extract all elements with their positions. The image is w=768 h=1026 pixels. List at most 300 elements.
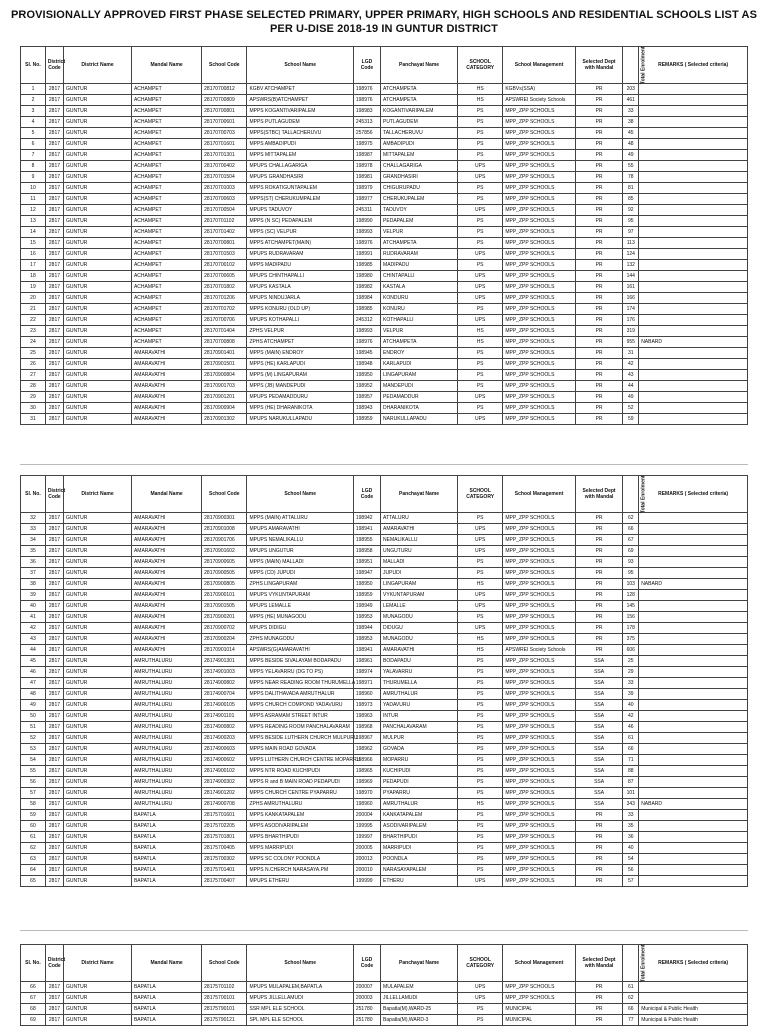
cell-school-code: 28174901003 (202, 667, 247, 678)
column-header-panchayat-name: Panchayat Name (381, 476, 458, 513)
cell-school-code: 28174900802 (202, 678, 247, 689)
cell-selected-dept: PR (575, 876, 623, 887)
cell-district-code: 2817 (45, 128, 63, 139)
cell-district-name: GUNTUR (64, 645, 132, 656)
cell-school-management: MPP_ZPP SCHOOLS (503, 513, 575, 524)
cell-district-code: 2817 (45, 326, 63, 337)
cell-school-category: HS (458, 337, 503, 348)
table-row (21, 755, 748, 766)
cell-district-name: GUNTUR (64, 513, 132, 524)
cell-school-name: MPPS BESIDE LUTHERN CHURCH MULPURU (247, 733, 353, 744)
header-row (21, 47, 748, 84)
cell-school-category: HS (458, 799, 503, 810)
cell-sl-no: 59 (21, 810, 46, 821)
cell-district-code: 2817 (45, 161, 63, 172)
cell-selected-dept: PR (575, 821, 623, 832)
cell-lgd-code: 198942 (353, 513, 380, 524)
cell-panchayat-name: ATCHAMPETA (381, 238, 458, 249)
cell-total-enrolment: 87 (623, 777, 639, 788)
cell-total-enrolment: 92 (623, 205, 639, 216)
table-row (21, 95, 748, 106)
cell-district-code: 2817 (45, 601, 63, 612)
cell-selected-dept: PR (575, 139, 623, 150)
cell-remarks (639, 982, 748, 993)
cell-school-category: PS (458, 183, 503, 194)
cell-school-category: PS (458, 854, 503, 865)
cell-panchayat-name: INTUR (381, 711, 458, 722)
cell-panchayat-name: KONDURU (381, 293, 458, 304)
table-row (21, 194, 748, 205)
cell-sl-no: 23 (21, 326, 46, 337)
cell-school-category: UPS (458, 623, 503, 634)
cell-total-enrolment: 44 (623, 381, 639, 392)
cell-district-code: 2817 (45, 282, 63, 293)
cell-sl-no: 65 (21, 876, 46, 887)
cell-panchayat-name: GOVADA (381, 744, 458, 755)
table-row (21, 876, 748, 887)
cell-sl-no: 3 (21, 106, 46, 117)
cell-sl-no: 15 (21, 238, 46, 249)
cell-district-name: GUNTUR (64, 821, 132, 832)
cell-district-name: GUNTUR (64, 865, 132, 876)
column-header-district-code: District Code (45, 476, 63, 513)
cell-remarks (639, 993, 748, 1004)
cell-selected-dept: PR (575, 854, 623, 865)
cell-lgd-code: 198967 (353, 733, 380, 744)
cell-school-name: MPPS NTR ROAD KUCHIPUDI (247, 766, 353, 777)
cell-school-code: 28170701301 (202, 150, 247, 161)
cell-mandal-name: BAPATLA (131, 1015, 201, 1026)
cell-school-code: 28174900802 (202, 722, 247, 733)
cell-district-name: GUNTUR (64, 1015, 132, 1026)
cell-mandal-name: AMRUTHALURU (131, 722, 201, 733)
cell-school-category: PS (458, 348, 503, 359)
cell-district-name: GUNTUR (64, 993, 132, 1004)
cell-district-code: 2817 (45, 876, 63, 887)
cell-district-name: GUNTUR (64, 150, 132, 161)
cell-district-name: GUNTUR (64, 370, 132, 381)
cell-district-code: 2817 (45, 766, 63, 777)
cell-selected-dept: PR (575, 601, 623, 612)
cell-school-name: SSR MPL ELE SCHOOL (247, 1004, 353, 1015)
cell-lgd-code: 198976 (353, 337, 380, 348)
cell-mandal-name: ACHAMPET (131, 172, 201, 183)
table-row (21, 403, 748, 414)
cell-mandal-name: AMARAVATHI (131, 612, 201, 623)
cell-total-enrolment: 132 (623, 260, 639, 271)
cell-lgd-code: 200003 (353, 993, 380, 1004)
cell-remarks (639, 216, 748, 227)
cell-remarks (639, 601, 748, 612)
cell-panchayat-name: PYAPARRU (381, 788, 458, 799)
cell-district-name: GUNTUR (64, 315, 132, 326)
cell-remarks (639, 843, 748, 854)
cell-remarks (639, 524, 748, 535)
cell-district-name: GUNTUR (64, 590, 132, 601)
cell-mandal-name: BAPATLA (131, 854, 201, 865)
cell-district-name: GUNTUR (64, 348, 132, 359)
cell-school-category: PS (458, 755, 503, 766)
cell-school-management: MPP_ZPP SCHOOLS (503, 623, 575, 634)
cell-district-code: 2817 (45, 513, 63, 524)
cell-panchayat-name: PANCHALAVARAM (381, 722, 458, 733)
cell-school-code: 28170701503 (202, 249, 247, 260)
cell-total-enrolment: 67 (623, 535, 639, 546)
cell-district-name: GUNTUR (64, 777, 132, 788)
cell-panchayat-name: ETHERU (381, 876, 458, 887)
cell-sl-no: 39 (21, 590, 46, 601)
cell-school-category: UPS (458, 293, 503, 304)
cell-lgd-code: 245312 (353, 315, 380, 326)
cell-school-management: MPP_ZPP SCHOOLS (503, 722, 575, 733)
cell-district-name: GUNTUR (64, 216, 132, 227)
cell-sl-no: 33 (21, 524, 46, 535)
cell-school-management: MPP_ZPP SCHOOLS (503, 117, 575, 128)
cell-school-management: MPP_ZPP SCHOOLS (503, 161, 575, 172)
cell-lgd-code: 198953 (353, 634, 380, 645)
cell-total-enrolment: 319 (623, 326, 639, 337)
cell-mandal-name: BAPATLA (131, 876, 201, 887)
cell-mandal-name: BAPATLA (131, 993, 201, 1004)
cell-school-code: 28170701702 (202, 304, 247, 315)
cell-remarks (639, 293, 748, 304)
table-row (21, 161, 748, 172)
cell-school-name: ZPHS AMRUTHALURU (247, 799, 353, 810)
cell-panchayat-name: DIDUGU (381, 623, 458, 634)
cell-district-code: 2817 (45, 722, 63, 733)
cell-sl-no: 63 (21, 854, 46, 865)
cell-selected-dept: PR (575, 370, 623, 381)
cell-selected-dept: PR (575, 546, 623, 557)
cell-school-category: UPS (458, 392, 503, 403)
cell-remarks (639, 689, 748, 700)
cell-sl-no: 7 (21, 150, 46, 161)
cell-total-enrolment: 78 (623, 172, 639, 183)
cell-mandal-name: AMARAVATHI (131, 513, 201, 524)
cell-selected-dept: PR (575, 1004, 623, 1015)
cell-sl-no: 67 (21, 993, 46, 1004)
cell-school-name: MPPS MADIPADU (247, 260, 353, 271)
cell-district-name: GUNTUR (64, 282, 132, 293)
cell-school-name: MPPS ROKATIGUNTAPALEM (247, 183, 353, 194)
cell-district-code: 2817 (45, 150, 63, 161)
cell-selected-dept: PR (575, 249, 623, 260)
cell-panchayat-name: AMRUTHALUR (381, 799, 458, 810)
table-row (21, 601, 748, 612)
table-row (21, 260, 748, 271)
cell-sl-no: 55 (21, 766, 46, 777)
cell-panchayat-name: VYKUNTAPURAM (381, 590, 458, 601)
cell-panchayat-name: MULPUR (381, 733, 458, 744)
cell-district-name: GUNTUR (64, 1004, 132, 1015)
cell-district-name: GUNTUR (64, 293, 132, 304)
cell-selected-dept: SSA (575, 755, 623, 766)
cell-district-code: 2817 (45, 799, 63, 810)
cell-school-name: MPPS (M) LINGAPURAM (247, 370, 353, 381)
cell-school-category: PS (458, 1004, 503, 1015)
cell-mandal-name: AMRUTHALURU (131, 744, 201, 755)
table-row (21, 238, 748, 249)
column-header-school-category: SCHOOL CATEGORY (458, 945, 503, 982)
cell-mandal-name: AMARAVATHI (131, 557, 201, 568)
cell-mandal-name: ACHAMPET (131, 128, 201, 139)
cell-school-code: 28175790101 (202, 1004, 247, 1015)
cell-total-enrolment: 85 (623, 194, 639, 205)
cell-lgd-code: 198966 (353, 755, 380, 766)
cell-panchayat-name: KUCHIPUDI (381, 766, 458, 777)
cell-mandal-name: AMRUTHALURU (131, 700, 201, 711)
cell-school-name: MPPS ASRAMAM STREET INTUR (247, 711, 353, 722)
cell-lgd-code: 198990 (353, 216, 380, 227)
cell-school-name: SPL MPL ELE SCHOOL (247, 1015, 353, 1026)
cell-school-name: MPUPS NEMALIKALLU (247, 535, 353, 546)
cell-total-enrolment: 57 (623, 876, 639, 887)
cell-sl-no: 58 (21, 799, 46, 810)
column-header-lgd-code: LGD Code (353, 476, 380, 513)
cell-school-category: PS (458, 227, 503, 238)
cell-selected-dept: PR (575, 161, 623, 172)
cell-district-name: GUNTUR (64, 260, 132, 271)
cell-remarks: NABARD (639, 799, 748, 810)
cell-school-name: MPPS MAIN ROAD GOVADA (247, 744, 353, 755)
cell-school-category: UPS (458, 249, 503, 260)
cell-selected-dept: SSA (575, 733, 623, 744)
cell-school-code: 28174900102 (202, 766, 247, 777)
cell-mandal-name: ACHAMPET (131, 161, 201, 172)
cell-sl-no: 35 (21, 546, 46, 557)
cell-district-name: GUNTUR (64, 403, 132, 414)
cell-school-category: PS (458, 403, 503, 414)
cell-sl-no: 68 (21, 1004, 46, 1015)
cell-district-name: GUNTUR (64, 117, 132, 128)
cell-total-enrolment: 54 (623, 854, 639, 865)
cell-school-name: MPPS PUTLAGUDEM (247, 117, 353, 128)
cell-panchayat-name: LINGAPURAM (381, 579, 458, 590)
column-header-sl-no: Sl. No. (21, 476, 46, 513)
table-row (21, 106, 748, 117)
cell-mandal-name: AMRUTHALURU (131, 777, 201, 788)
cell-remarks (639, 128, 748, 139)
cell-lgd-code: 198950 (353, 579, 380, 590)
cell-selected-dept: PR (575, 128, 623, 139)
cell-district-code: 2817 (45, 370, 63, 381)
cell-sl-no: 61 (21, 832, 46, 843)
table-row (21, 689, 748, 700)
cell-district-name: GUNTUR (64, 414, 132, 425)
cell-school-category: PS (458, 359, 503, 370)
cell-lgd-code: 198961 (353, 656, 380, 667)
cell-mandal-name: AMARAVATHI (131, 568, 201, 579)
cell-selected-dept: PR (575, 282, 623, 293)
cell-district-code: 2817 (45, 414, 63, 425)
cell-school-category: PS (458, 744, 503, 755)
cell-school-name: MPUPS LEMALLE (247, 601, 353, 612)
cell-school-code: 28174900602 (202, 755, 247, 766)
cell-school-category: PS (458, 117, 503, 128)
cell-selected-dept: SSA (575, 667, 623, 678)
cell-district-name: GUNTUR (64, 194, 132, 205)
cell-school-name: MPPS (JB) MANDEPUDI (247, 381, 353, 392)
cell-selected-dept: PR (575, 535, 623, 546)
table-row (21, 117, 748, 128)
cell-school-code: 28170901602 (202, 546, 247, 557)
table-row (21, 667, 748, 678)
cell-school-name: MPPS NEAR READING ROOM THURUMELLA (247, 678, 353, 689)
column-header-mandal-name: Mandal Name (131, 945, 201, 982)
cell-lgd-code: 198980 (353, 271, 380, 282)
cell-lgd-code: 198993 (353, 326, 380, 337)
cell-school-management: MPP_ZPP SCHOOLS (503, 227, 575, 238)
cell-sl-no: 57 (21, 788, 46, 799)
cell-district-code: 2817 (45, 84, 63, 95)
table-row (21, 348, 748, 359)
cell-district-name: GUNTUR (64, 84, 132, 95)
cell-remarks (639, 117, 748, 128)
cell-school-management: MPP_ZPP SCHOOLS (503, 667, 575, 678)
cell-district-name: GUNTUR (64, 612, 132, 623)
table-row (21, 810, 748, 821)
cell-district-code: 2817 (45, 205, 63, 216)
cell-district-name: GUNTUR (64, 722, 132, 733)
cell-district-code: 2817 (45, 689, 63, 700)
column-header-school-category: SCHOOL CATEGORY (458, 47, 503, 84)
cell-school-name: MPUPS UNGUTUR (247, 546, 353, 557)
cell-district-name: GUNTUR (64, 689, 132, 700)
column-header-label: Total Enrolment (640, 475, 647, 513)
cell-selected-dept: PR (575, 227, 623, 238)
cell-remarks (639, 205, 748, 216)
cell-school-category: PS (458, 260, 503, 271)
header-row (21, 945, 748, 982)
cell-mandal-name: BAPATLA (131, 982, 201, 993)
cell-lgd-code: 199995 (353, 821, 380, 832)
table-row (21, 821, 748, 832)
cell-sl-no: 38 (21, 579, 46, 590)
cell-district-code: 2817 (45, 711, 63, 722)
cell-district-name: GUNTUR (64, 546, 132, 557)
cell-remarks (639, 777, 748, 788)
cell-panchayat-name: UNGUTURU (381, 546, 458, 557)
cell-mandal-name: AMARAVATHI (131, 392, 201, 403)
cell-school-management: MPP_ZPP SCHOOLS (503, 755, 575, 766)
column-header-sl-no: Sl. No. (21, 47, 46, 84)
cell-panchayat-name: NEMALIKALLU (381, 535, 458, 546)
cell-district-name: GUNTUR (64, 634, 132, 645)
cell-district-name: GUNTUR (64, 766, 132, 777)
cell-remarks (639, 172, 748, 183)
cell-mandal-name: AMRUTHALURU (131, 766, 201, 777)
cell-total-enrolment: 52 (623, 403, 639, 414)
table-row (21, 843, 748, 854)
cell-school-name: MPPS(ST) CHERUKUMPALEM (247, 194, 353, 205)
cell-school-code: 28170701102 (202, 216, 247, 227)
cell-lgd-code: 198968 (353, 722, 380, 733)
cell-lgd-code: 198983 (353, 106, 380, 117)
cell-district-code: 2817 (45, 95, 63, 106)
cell-total-enrolment: 31 (623, 348, 639, 359)
cell-district-code: 2817 (45, 348, 63, 359)
cell-district-name: GUNTUR (64, 733, 132, 744)
cell-remarks (639, 854, 748, 865)
cell-panchayat-name: KOTHAPALLI (381, 315, 458, 326)
cell-sl-no: 51 (21, 722, 46, 733)
cell-total-enrolment: 955 (623, 337, 639, 348)
cell-school-name: MPPS CHURCH CENTRE PYAPARRU (247, 788, 353, 799)
cell-school-management: MPP_ZPP SCHOOLS (503, 876, 575, 887)
table-row (21, 832, 748, 843)
cell-school-management: MPP_ZPP SCHOOLS (503, 821, 575, 832)
cell-school-code: 28170700809 (202, 95, 247, 106)
cell-mandal-name: BAPATLA (131, 810, 201, 821)
cell-school-management: MPP_ZPP SCHOOLS (503, 590, 575, 601)
cell-school-name: MPPS MITTAPALEM (247, 150, 353, 161)
cell-school-category: HS (458, 645, 503, 656)
cell-panchayat-name: MANDEPUDI (381, 381, 458, 392)
table-row (21, 700, 748, 711)
cell-school-category: PS (458, 667, 503, 678)
cell-sl-no: 1 (21, 84, 46, 95)
cell-total-enrolment: 161 (623, 282, 639, 293)
cell-panchayat-name: Bapatla(M),WARD-3 (381, 1015, 458, 1026)
cell-school-management: MPP_ZPP SCHOOLS (503, 106, 575, 117)
cell-district-name: GUNTUR (64, 623, 132, 634)
cell-school-category: PS (458, 843, 503, 854)
cell-school-code: 28170900702 (202, 623, 247, 634)
cell-total-enrolment: 81 (623, 183, 639, 194)
table-row (21, 744, 748, 755)
cell-lgd-code: 198985 (353, 304, 380, 315)
cell-school-name: MPPS (HE) KARLAPUDI (247, 359, 353, 370)
table-row (21, 84, 748, 95)
cell-mandal-name: ACHAMPET (131, 205, 201, 216)
cell-school-name: MPPS SC COLONY POONDLA (247, 854, 353, 865)
cell-total-enrolment: 101 (623, 788, 639, 799)
header-row (21, 476, 748, 513)
cell-panchayat-name: ASODIVARIPALEM (381, 821, 458, 832)
cell-sl-no: 27 (21, 370, 46, 381)
cell-school-code: 28170701404 (202, 326, 247, 337)
cell-school-category: PS (458, 304, 503, 315)
cell-panchayat-name: MUNAGODU (381, 634, 458, 645)
table-page-2 (20, 475, 748, 887)
cell-mandal-name: ACHAMPET (131, 183, 201, 194)
cell-remarks (639, 535, 748, 546)
cell-school-category: UPS (458, 993, 503, 1004)
cell-selected-dept: PR (575, 645, 623, 656)
column-header-sl-no: Sl. No. (21, 945, 46, 982)
cell-district-name: GUNTUR (64, 227, 132, 238)
cell-lgd-code: 198943 (353, 403, 380, 414)
cell-school-management: MPP_ZPP SCHOOLS (503, 216, 575, 227)
cell-school-name: MPPS N.CHERCH NARASAYA.PM (247, 865, 353, 876)
cell-lgd-code: 245311 (353, 205, 380, 216)
cell-school-code: 28170901505 (202, 601, 247, 612)
table-row (21, 777, 748, 788)
cell-lgd-code: 245313 (353, 117, 380, 128)
cell-sl-no: 31 (21, 414, 46, 425)
cell-school-code: 28170901302 (202, 414, 247, 425)
document-title: PROVISIONALLY APPROVED FIRST PHASE SELECTED PRIMARY, UPPER PRIMARY, HIGH SCHOOLS AND RESIDENTIAL SCHOOLS LIST AS PER U-DISE 2018-19 IN GUNTUR DISTRICT (10, 9, 758, 35)
column-header-school-name: School Name (247, 476, 353, 513)
cell-school-code: 28174900603 (202, 744, 247, 755)
cell-school-name: MPPS CHURCH COMPOND YADAVURU (247, 700, 353, 711)
cell-remarks (639, 876, 748, 887)
cell-panchayat-name: PEDAPUDI (381, 777, 458, 788)
school-list-table (20, 944, 748, 1026)
cell-district-code: 2817 (45, 271, 63, 282)
cell-remarks (639, 656, 748, 667)
cell-district-code: 2817 (45, 832, 63, 843)
